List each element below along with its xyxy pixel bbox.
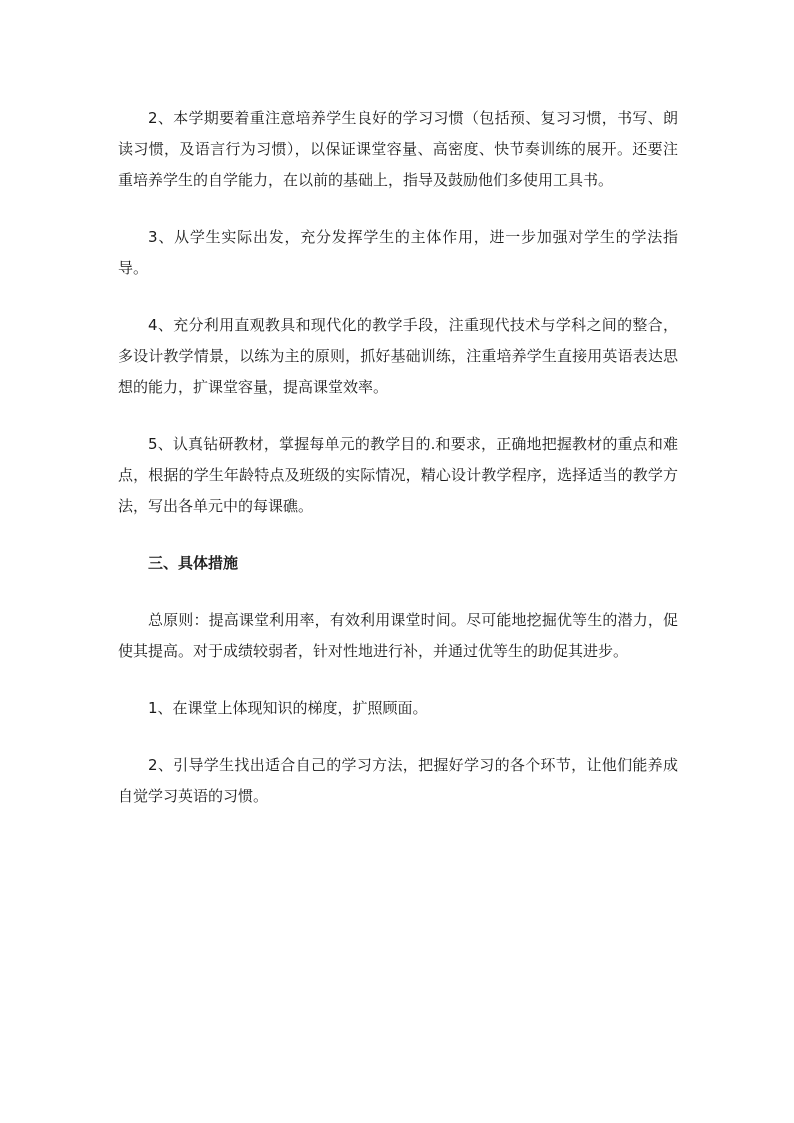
document-body bbox=[118, 103, 678, 812]
paragraph-item-2: 2、本学期要着重注意培养学生良好的学习习惯（包括预、复习习惯，书写、朗读习惯，及语言行为习惯），以保证课堂容量、高密度、快节奏训练的展开。还要注重培养学生的自学能力，在以前的基础上，指导及鼓励他们多使用工具书。 bbox=[118, 109, 678, 189]
section-heading: 三、具体措施 bbox=[148, 554, 239, 572]
measure-item-1: 1、在课堂上体现知识的梯度，扩照顾面。 bbox=[148, 699, 428, 717]
paragraph-item-3: 3、从学生实际出发，充分发挥学生的主体作用，进一步加强对学生的学法指导。 bbox=[118, 228, 678, 277]
paragraph-gap bbox=[118, 522, 678, 548]
general-principle-paragraph: 总原则：提高课堂利用率，有效利用课堂时间。尽可能地挖掘优等生的潜力，促使其提高。对于成绩较弱者，针对性地进行补，并通过优等生的助促其进步。 bbox=[118, 611, 678, 660]
paragraph-gap bbox=[118, 403, 678, 429]
paragraph-item-4: 4、充分利用直观教具和现代化的教学手段，注重现代技术与学科之间的整合，多设计教学情景，以练为主的原则，抓好基础训练，注重培养学生直接用英语表达思想的能力，扩课堂容量，提高课堂效率。 bbox=[118, 316, 678, 396]
paragraph-gap bbox=[118, 284, 678, 310]
measure-item-2: 2、引导学生找出适合自己的学习方法，把握好学习的各个环节，让他们能养成自觉学习英语的习惯。 bbox=[118, 756, 678, 805]
paragraph-gap bbox=[118, 724, 678, 750]
paragraph-gap bbox=[118, 667, 678, 693]
paragraph-item-5: 5、认真钻研教材，掌握每单元的教学目的.和要求，正确地把握教材的重点和难点，根据的学生年龄特点及班级的实际情况，精心设计教学程序，选择适当的教学方法，写出各单元中的每课礁。 bbox=[118, 435, 678, 515]
paragraph-gap bbox=[118, 579, 678, 605]
paragraph-gap bbox=[118, 196, 678, 222]
